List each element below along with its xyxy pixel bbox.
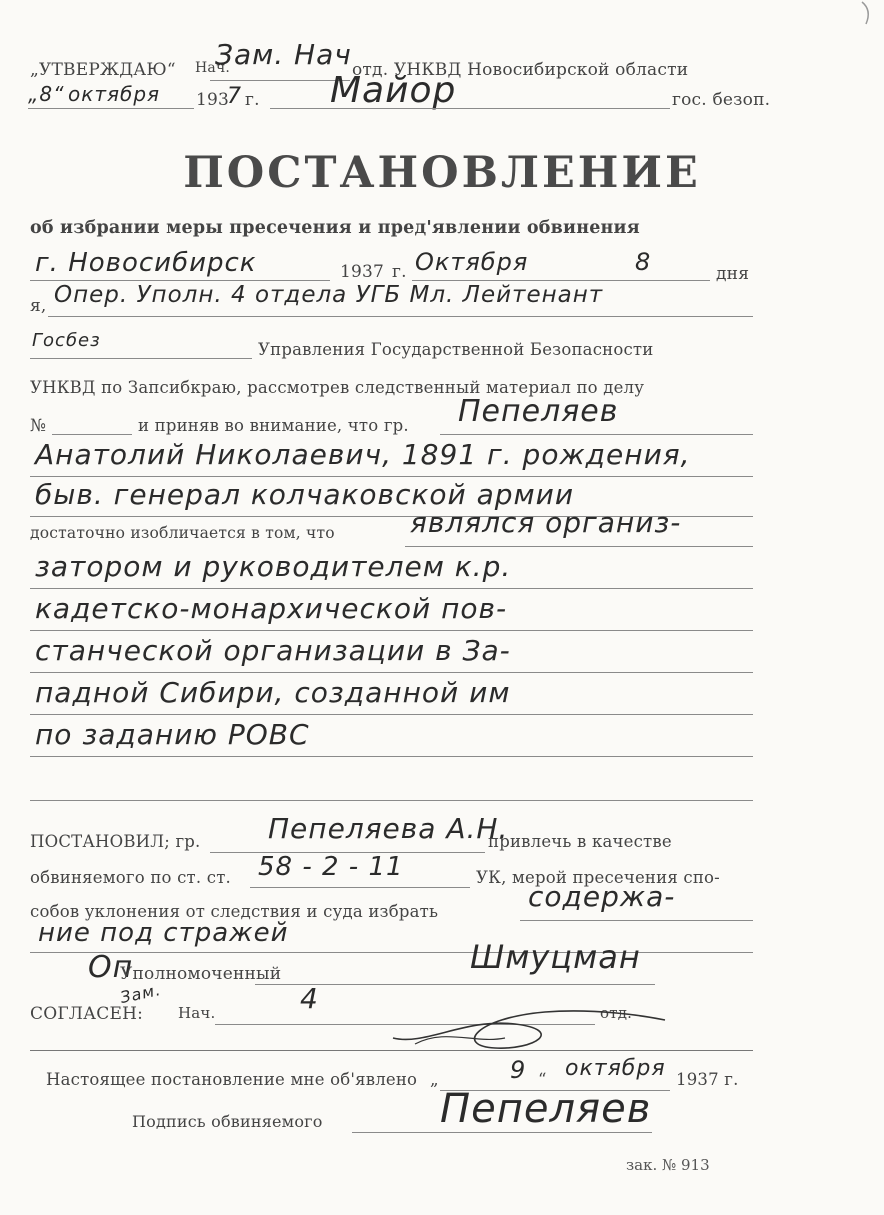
accused-signature-rule [352, 1132, 652, 1133]
exposed-label: достаточно изобличается в том, что [30, 524, 335, 542]
charge-rule-3 [30, 630, 753, 631]
officer-rule-2 [30, 358, 252, 359]
measure-rule-1 [520, 920, 753, 921]
bring-as-label: привлечь в качестве [488, 832, 672, 851]
measure-rule-2 [30, 952, 753, 953]
case-no-label: № [30, 416, 47, 436]
authorized-signature: Шмуцман [470, 938, 641, 976]
city-rule [30, 280, 330, 281]
articles-rule [250, 887, 470, 888]
date-rule [28, 108, 194, 109]
op-prefix: Оп [88, 950, 134, 985]
place-month: Октября [415, 248, 529, 276]
agreed-dept-number: 4 [300, 982, 319, 1015]
charge-line-4: станческой организации в За- [35, 634, 511, 667]
announced-year: 1937 г. [676, 1070, 739, 1089]
considering-label: и приняв во внимание, что гр. [138, 416, 409, 435]
divider-rule [30, 1050, 753, 1051]
document-subtitle: об избрании меры пресечения и пред'явлении обвинения [30, 218, 640, 238]
agreed-deputy: Зам. [118, 979, 163, 1008]
surname-rule [440, 434, 753, 435]
head-abbr: Нач. [195, 60, 231, 76]
charge-rule-4 [30, 672, 753, 673]
order-number: зак. № 913 [626, 1156, 710, 1174]
accused-signature-label: Подпись обвиняемого [132, 1112, 323, 1131]
charge-line-2: затором и руководителем к.р. [35, 550, 512, 583]
year-suffix: г. [245, 90, 260, 110]
articles: 58 - 2 - 11 [258, 852, 404, 882]
accused-by-art-label: обвиняемого по ст. ст. [30, 868, 231, 887]
charge-rule-1 [405, 546, 753, 547]
measure-1: содержа- [528, 880, 676, 913]
resolved-name: Пепеляева А.Н. [268, 812, 509, 845]
accused-details: Анатолий Николаевич, 1891 г. рождения, [35, 438, 691, 471]
charge-line-1: являлся организ- [410, 506, 682, 539]
rank-handwritten: Майор [330, 70, 457, 111]
day-word: дня [716, 264, 750, 284]
authorized-label: Уполномоченный [120, 964, 282, 984]
head-rule [210, 80, 350, 81]
charge-rule-6 [30, 756, 753, 757]
year-digit: 7 [227, 84, 242, 109]
case-no-rule [52, 434, 132, 435]
year-prefix: 193 [196, 90, 230, 110]
accused-signature: Пепеляев [440, 1086, 652, 1132]
officer-rule-1 [48, 316, 753, 317]
uk-measure-label: УК, мерой пресечения спо- [476, 868, 720, 887]
dept-label: отд. УНКВД Новосибирской области [352, 60, 689, 80]
announced-label: Настоящее постановление мне об'явлено [46, 1070, 418, 1089]
agreed-label: СОГЛАСЕН: [30, 1004, 144, 1024]
evasion-label: собов уклонения от следствия и суда избрать [30, 902, 439, 921]
announced-day: 9 [510, 1056, 527, 1084]
document-title: ПОСТАНОВЛЕНИЕ [183, 148, 701, 198]
head-handwritten: Зам. Нач [215, 38, 352, 71]
approve-label: „УТВЕРЖДАЮ“ [30, 60, 176, 80]
agreed-signature-scrawl [385, 998, 675, 1058]
announced-open-quote: „ [430, 1070, 439, 1089]
ya-label: я, [30, 296, 47, 316]
charge-rule-2 [30, 588, 753, 589]
date-line-rule [412, 280, 710, 281]
officer-line2: Госбез [32, 330, 101, 351]
agreed-head: Нач. [178, 1004, 216, 1022]
unkvd-text: УНКВД по Запсибкраю, рассмотрев следственный материал по делу [30, 378, 645, 397]
resolved-label: ПОСТАНОВИЛ; гр. [30, 832, 201, 851]
agreed-dept-label: отд. [600, 1004, 633, 1022]
place-year: 1937 [340, 262, 385, 282]
charge-rule-5 [30, 714, 753, 715]
rank-suffix: гос. безоп. [672, 90, 771, 110]
charge-line-3: кадетско-монархической пов- [35, 592, 508, 625]
announced-close-quote: “ [538, 1070, 547, 1089]
place-year-g: г. [392, 262, 407, 282]
rank-rule [270, 108, 670, 109]
details-rule [30, 476, 753, 477]
ugb-label: Управления Государственной Безопасности [258, 340, 654, 359]
place-day: 8 [635, 248, 652, 276]
blank-rule-1 [30, 800, 753, 801]
charge-line-5: падной Сибири, созданной им [35, 676, 511, 709]
date-day: „8“ [28, 82, 65, 106]
accused-surname: Пепеляев [458, 394, 619, 429]
announced-month: октября [565, 1056, 666, 1081]
corner-pen-mark [820, 0, 880, 30]
charge-line-6: по заданию РОВС [35, 718, 310, 751]
city-handwritten: г. Новосибирск [35, 248, 257, 278]
accused-former: быв. генерал колчаковской армии [35, 478, 575, 511]
officer-line1: Опер. Уполн. 4 отдела УГБ Мл. Лейтенант [54, 282, 604, 308]
measure-2: ние под стражей [38, 918, 289, 948]
date-month: октября [68, 82, 161, 106]
